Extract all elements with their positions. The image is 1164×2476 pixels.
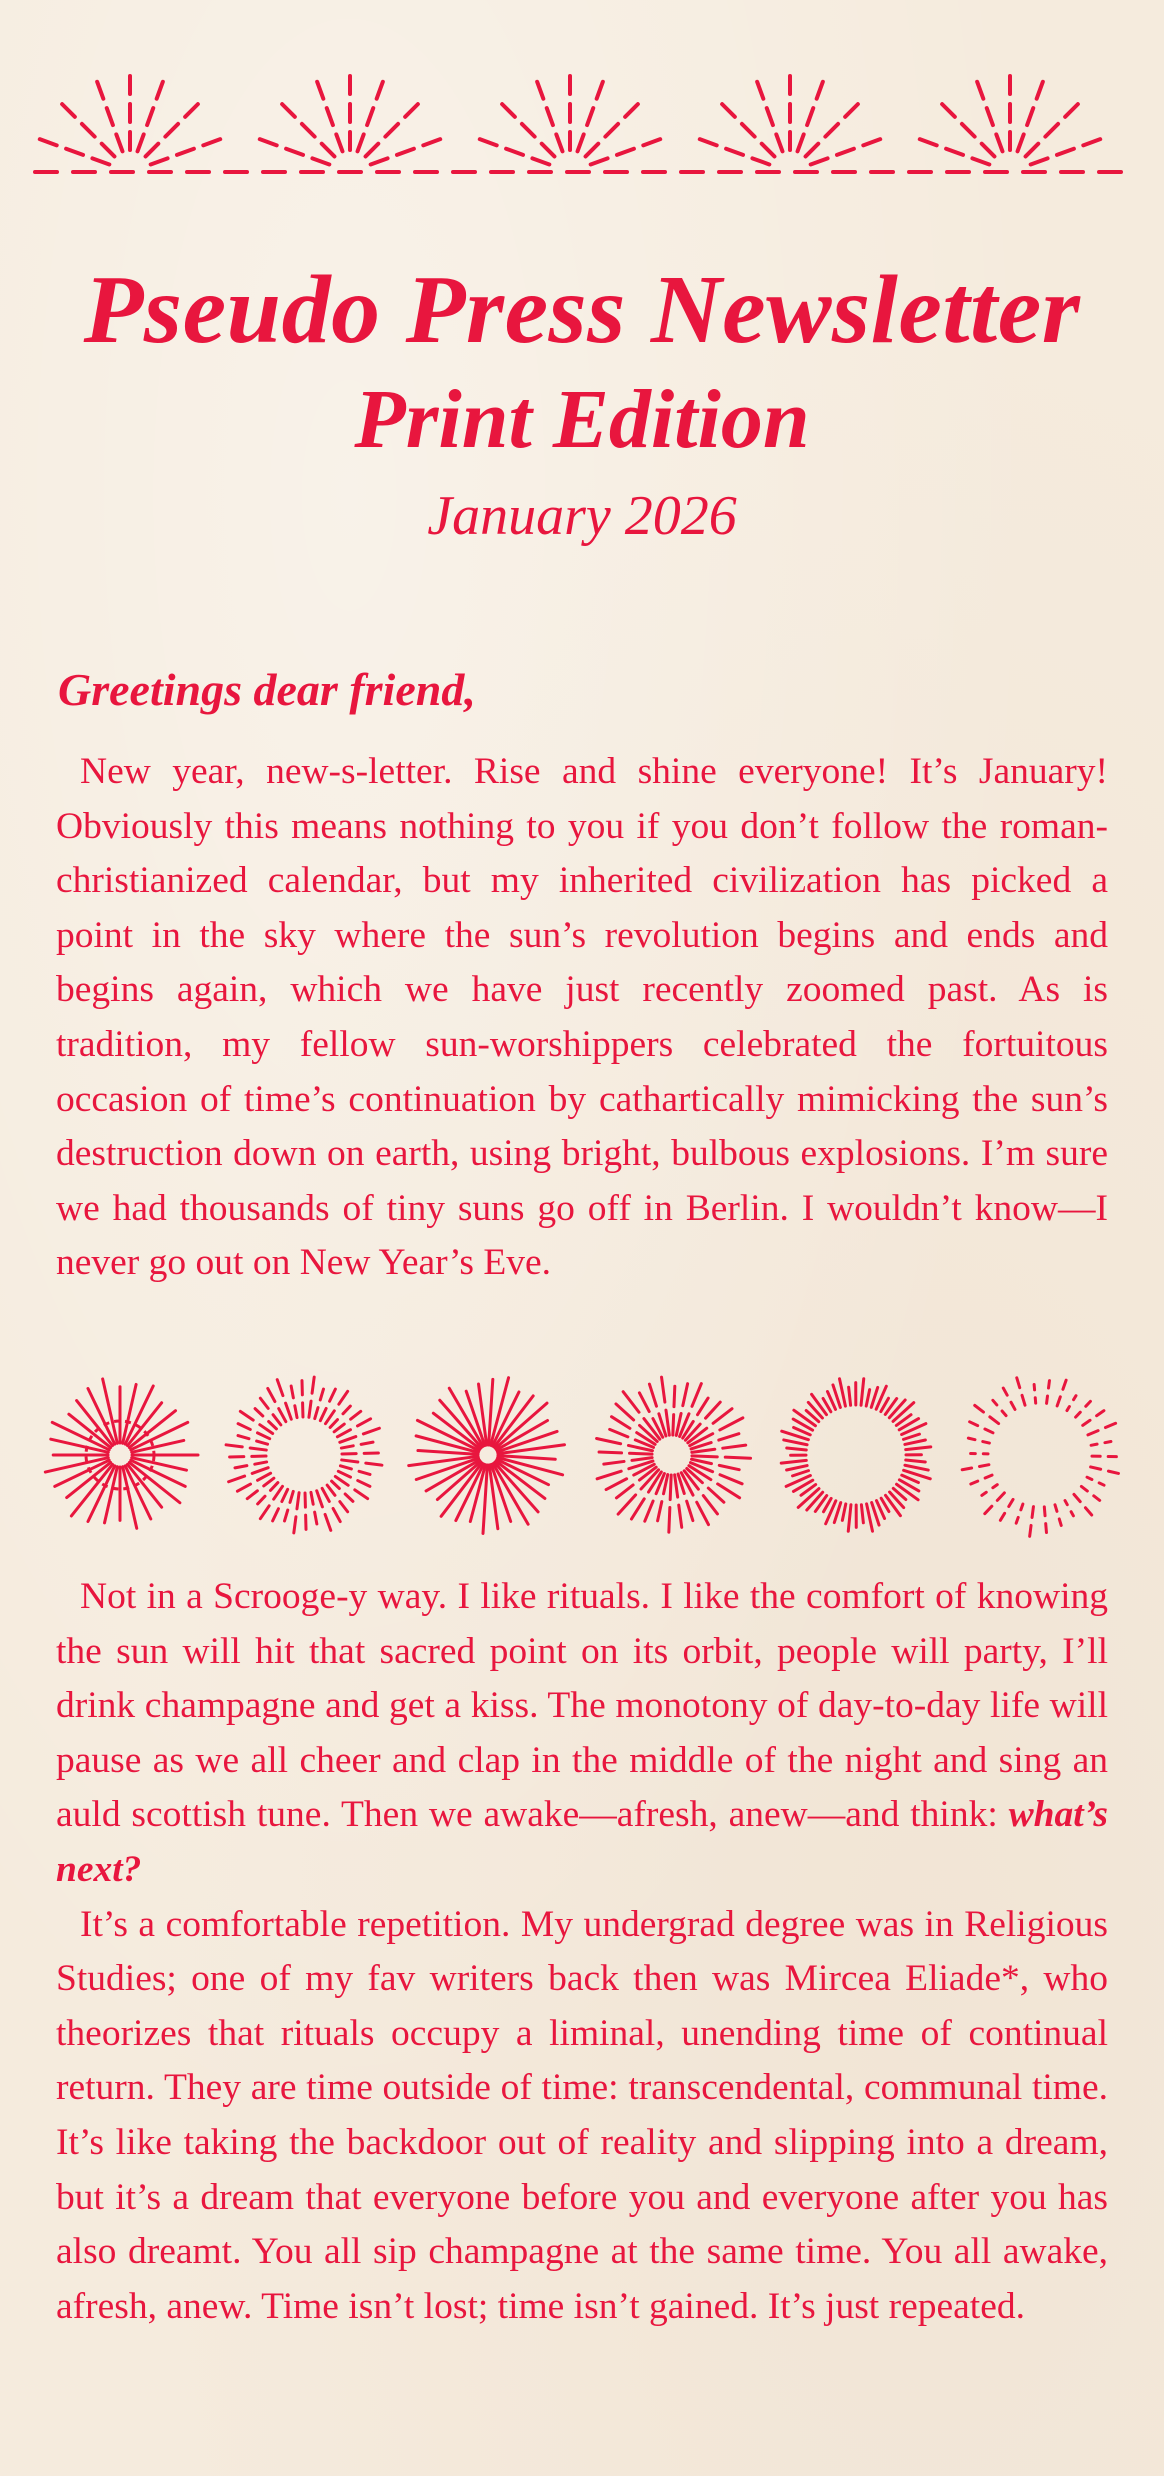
letter-body-part-2 [56,1570,1108,2334]
newsletter-subtitle: Print Edition [354,373,810,466]
paragraph-3: It’s a comfortable repetition. My undergrad degree was in Religious Studies; one of my fav writers back then was Mircea Eliade*, who theorizes that rituals occupy a liminal, unending time of continual return. They are time outside of time: transcendental, communal time. It’s like taking the backdoor out of reality and slipping into a dream, but it’s a dream that everyone before you and everyone after you has also dreamt. You all sip champagne at the same time. You all awake, afresh, anew. Time isn’t lost; time isn’t gained. It’s just repeated. [56,1903,1108,2327]
sunrise-motif [480,76,660,164]
greeting: Greetings dear friend, [58,664,476,715]
firework-burst [781,1379,931,1531]
firework-burst [45,1379,198,1528]
issue-date: January 2026 [427,485,737,547]
sunrise-motif [260,76,440,164]
sunrise-motif [700,76,880,164]
newsletter-title: Pseudo Press Newsletter [83,256,1081,364]
firework-burst [226,1377,382,1533]
sunrise-motif [920,76,1100,164]
paragraph-1: New year, new-s-letter. Rise and shine everyone! It’s January! Obviously this means nothing to you if you don’t follow the roman-christianized calendar, but my inherited civilization has picked a point in the sky where the sun’s revolution begins and ends and begins again, which we have just recently zoomed past. As is tradition, my fellow sun-worshippers celebrated the fortuitous occasion of time’s continuation by cathartically mimicking the sun’s destruction down on earth, using bright, bulbous explosions. I’m sure we had thousands of tiny suns go off in Berlin. I wouldn’t know—I never go out on New Year’s Eve. [56,751,1108,1284]
sunrise-rays-border [30,60,1140,190]
paragraph-2-text: Not in a Scrooge-y way. I like rituals. I like the comfort of knowing the sun will hit that sacred point on its orbit, people will party, I’ll drink champagne and get a kiss. The monotony of day-to-day life will pause as we all cheer and clap in the middle of the night and sing an auld scottish tune. Then we awake—afresh, anew—and think: [56,1576,1108,1836]
firework-burst [597,1377,751,1532]
firework-burst [962,1378,1118,1537]
paragraph-2-emphasis: what’s next? [56,1794,1108,1890]
sunrise-motif [40,76,220,164]
masthead [0,250,1164,556]
firework-sunbursts-row [30,1365,1140,1545]
letter-body-part-1 [56,745,1108,1291]
paragraph-2 [56,1570,1108,1898]
firework-burst [409,1378,565,1534]
